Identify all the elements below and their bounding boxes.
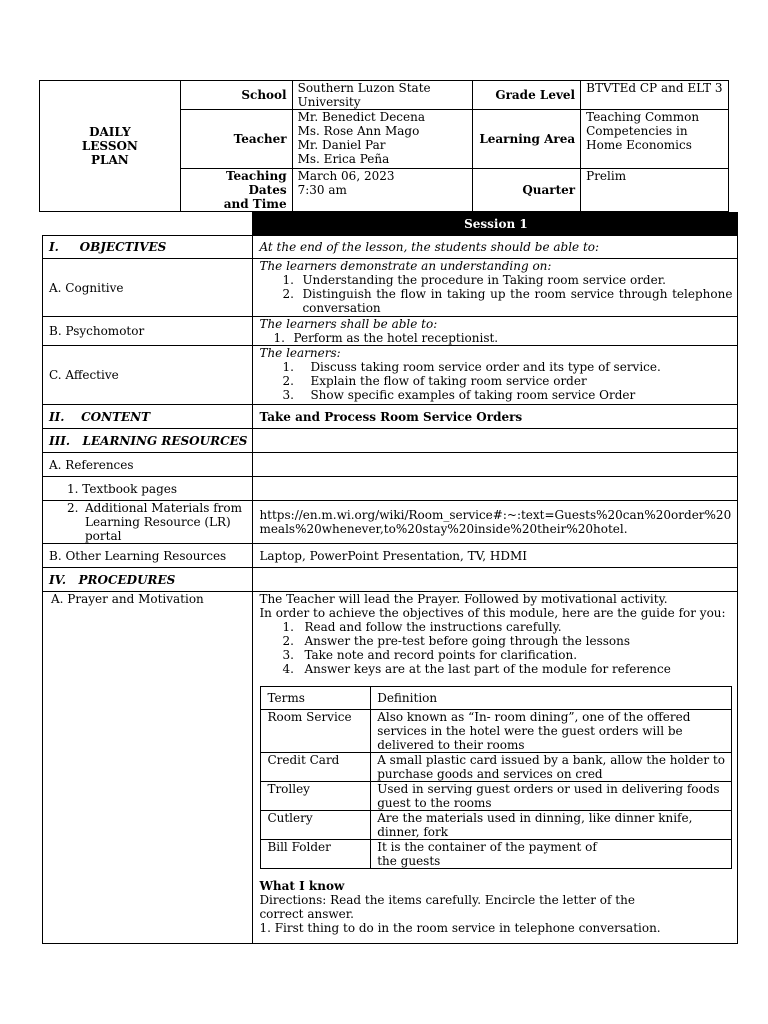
table-row — [261, 840, 732, 869]
term-cell: Trolley — [261, 782, 371, 811]
cognitive-content: The learners demonstrate an understanding on: 1. Understanding the procedure in Taking room service order. 2. Distinguish the flow in taking up the room service through telephone conversation — [253, 259, 738, 317]
term-cell: Cutlery — [261, 811, 371, 840]
terms-table — [260, 686, 732, 869]
objectives-intro: At the end of the lesson, the students should be able to: — [253, 236, 738, 259]
table-row — [261, 753, 732, 782]
guide-list — [259, 620, 732, 676]
list-item: 1. Understanding the procedure in Taking room service order. — [282, 273, 666, 287]
definition-cell: It is the container of the payment of the guests — [371, 840, 732, 869]
psychomotor-label: B. Psychomotor — [43, 317, 253, 346]
header-table — [39, 80, 729, 212]
list-item: 2. Distinguish the flow in taking up the room service through telephone conversation — [282, 287, 733, 315]
lesson-plan-table — [42, 212, 738, 944]
terms-header-term: Terms — [261, 687, 371, 710]
session-header-spacer — [43, 213, 253, 236]
table-row — [261, 811, 732, 840]
additional-materials-label: 2. Additional Materials from Learning Resource (LR) portal — [43, 501, 253, 544]
cognitive-list — [259, 273, 732, 315]
psychomotor-list — [259, 331, 732, 345]
school-label: School — [180, 81, 292, 110]
table-row — [261, 782, 732, 811]
terms-header-definition: Definition — [371, 687, 732, 710]
psychomotor-content: The learners shall be able to: 1. Perform as the hotel receptionist. — [253, 317, 738, 346]
content-heading: II. CONTENT — [43, 405, 253, 429]
school-value: Southern Luzon State University — [292, 81, 473, 110]
daily-lesson-plan-title: DAILY LESSON PLAN — [40, 81, 181, 212]
list-item: 1. Read and follow the instructions carefully. — [282, 620, 562, 634]
list-item: 1. Perform as the hotel receptionist. — [273, 331, 499, 345]
other-resources-value: Laptop, PowerPoint Presentation, TV, HDMI — [253, 544, 738, 568]
term-cell: Bill Folder — [261, 840, 371, 869]
textbook-pages-label: 1. Textbook pages — [43, 477, 253, 501]
table-row — [261, 710, 732, 753]
quarter-value: Prelim — [581, 169, 729, 212]
list-item: 1. Discuss taking room service order and its type of service. — [282, 360, 661, 374]
list-item: 3. Take note and record points for clarification. — [282, 648, 578, 662]
additional-materials-url[interactable]: https://en.m.wi.org/wiki/Room_service#:~:text=Guests%20can%20order%20meals%20whenever,to%20stay%20inside%20their%20hotel. — [253, 501, 738, 544]
references-value — [253, 453, 738, 477]
teaching-dates-label: Teaching Dates and Time — [180, 169, 292, 212]
prayer-motivation-content: The Teacher will lead the Prayer. Followed by motivational activity. In order to achieve the objectives of this module, here are the guide for you: 1. Read and follow the instructions carefully. 2. Answer the pre-test before going through the lessons 3. Take note and record points for clarification. 4. Answer keys are at the last part of the module for reference Terms Definition Room Service Also known as “In- room dining”, one of the offered services in the hotel were the guest orders will be delivered to their rooms Credit Card A small plastic card issued by a bank, allow the holder to purchase goods and services on cred Trolley Used in serving guest orders or used in delivering foods guest to the rooms Cutlery Are the materials used in dinning, like dinner knife, dinner, fork Bill Folder It is the container of the payment of the guests What I know Directions: Read the items carefully. Encircle the letter of the correct answer. 1. First thing to do in the room service in telephone conversation. — [253, 592, 738, 944]
grade-level-label: Grade Level — [473, 81, 581, 110]
teacher-label: Teacher — [180, 110, 292, 169]
affective-label: C. Affective — [43, 346, 253, 405]
quarter-label: Quarter — [473, 169, 581, 212]
affective-list — [259, 360, 732, 402]
definition-cell: Used in serving guest orders or used in delivering foods guest to the rooms — [371, 782, 732, 811]
objectives-heading: I. OBJECTIVES — [43, 236, 253, 259]
prayer-motivation-label: A. Prayer and Motivation — [43, 592, 253, 944]
definition-cell: Are the materials used in dinning, like dinner knife, dinner, fork — [371, 811, 732, 840]
question-1: 1. First thing to do in the room service in telephone conversation. — [259, 921, 661, 935]
list-item: 2. Answer the pre-test before going through the lessons — [282, 634, 631, 648]
learning-area-value: Teaching Common Competencies in Home Economics — [581, 110, 729, 169]
learning-area-label: Learning Area — [473, 110, 581, 169]
procedures-heading: IV. PROCEDURES — [43, 568, 253, 592]
learning-resources-value — [253, 429, 738, 453]
what-i-know-heading: What I know — [259, 879, 345, 893]
content-value: Take and Process Room Service Orders — [253, 405, 738, 429]
teacher-list: Mr. Benedict Decena Ms. Rose Ann Mago Mr. Daniel Par Ms. Erica Peña — [292, 110, 473, 169]
teaching-dates-value: March 06, 2023 7:30 am — [292, 169, 473, 212]
definition-cell: A small plastic card issued by a bank, allow the holder to purchase goods and services on cred — [371, 753, 732, 782]
term-cell: Room Service — [261, 710, 371, 753]
learning-resources-heading: III. LEARNING RESOURCES — [43, 429, 253, 453]
procedures-value — [253, 568, 738, 592]
references-label: A. References — [43, 453, 253, 477]
cognitive-label: A. Cognitive — [43, 259, 253, 317]
list-item: 2. Explain the flow of taking room service order — [282, 374, 587, 388]
directions-text: Directions: Read the items carefully. Encircle the letter of the correct answer. — [259, 893, 635, 921]
term-cell: Credit Card — [261, 753, 371, 782]
list-item: 3. Show specific examples of taking room service Order — [282, 388, 636, 402]
list-item: 4. Answer keys are at the last part of the module for reference — [282, 662, 671, 676]
grade-level-value: BTVTEd CP and ELT 3 — [581, 81, 729, 110]
other-resources-label: B. Other Learning Resources — [43, 544, 253, 568]
textbook-pages-value — [253, 477, 738, 501]
session-header: Session 1 — [253, 213, 738, 236]
definition-cell: Also known as “In- room dining”, one of the offered services in the hotel were the guest orders will be delivered to their rooms — [371, 710, 732, 753]
affective-content: The learners: 1. Discuss taking room service order and its type of service. 2. Explain the flow of taking room service order 3. Show specific examples of taking room service Order — [253, 346, 738, 405]
